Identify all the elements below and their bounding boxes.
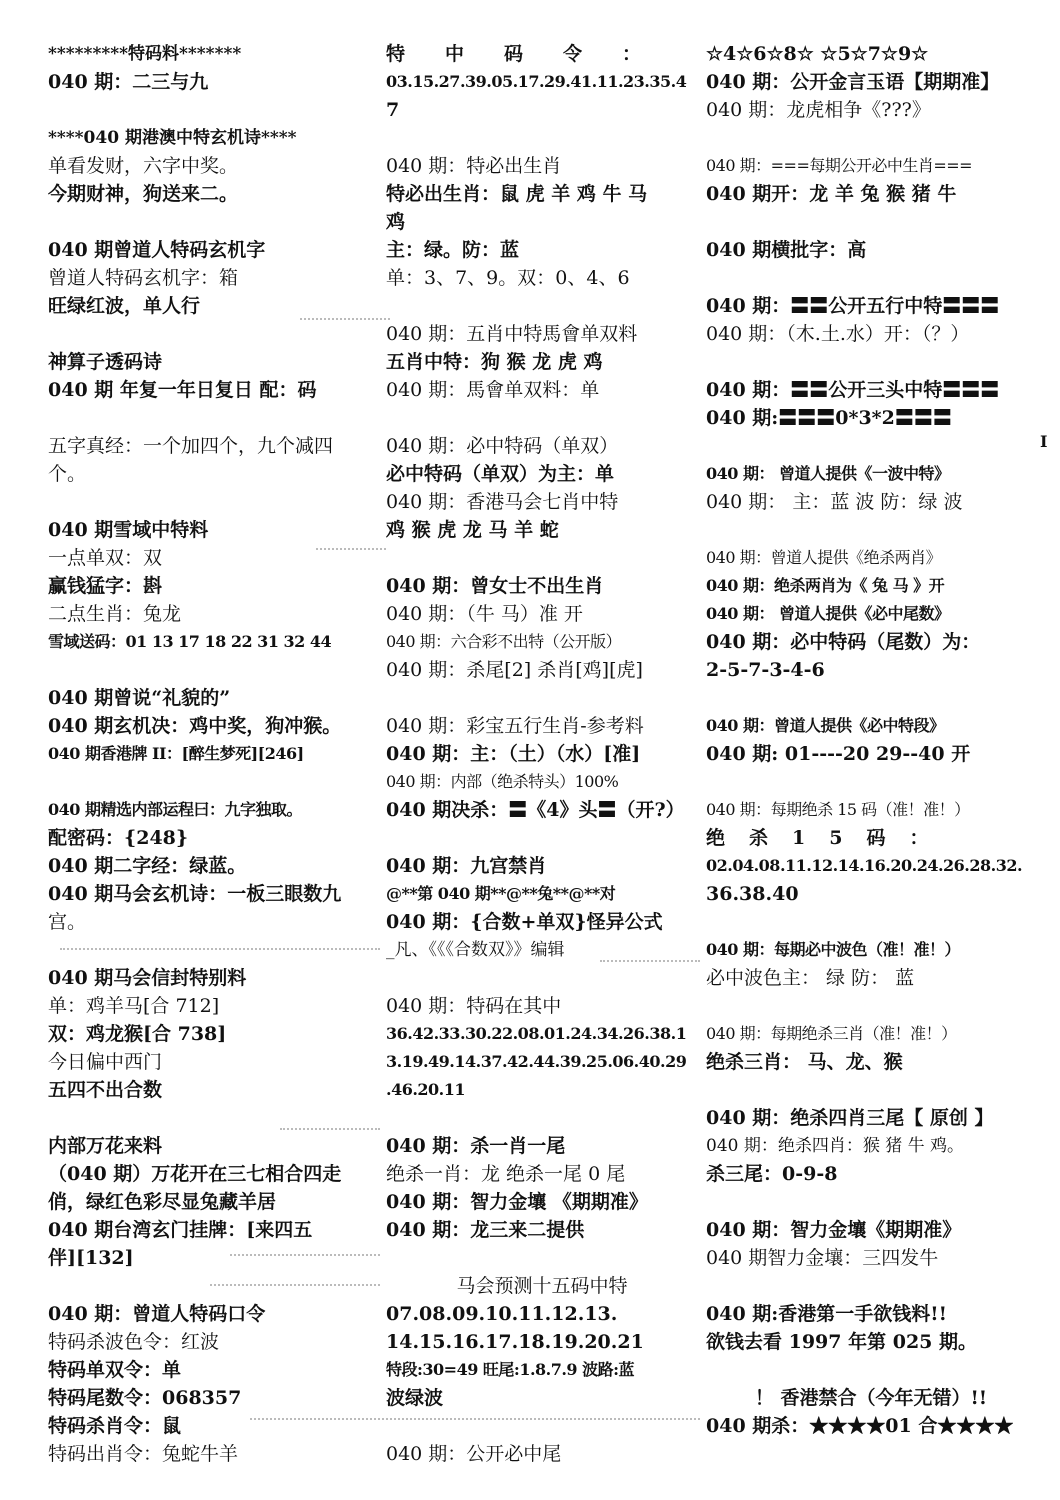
text-line: 特码出肖令：兔蛇牛羊 (48, 1443, 239, 1465)
section-title: 内部万花来料 (48, 1135, 163, 1157)
text-line: _凡、《《《合数双》》编辑 (386, 940, 565, 960)
number-line: 14.15.16.17.18.19.20.21 (386, 1331, 644, 1353)
column-middle (386, 40, 698, 1468)
text-line: 俏，绿红色彩尽显兔藏羊居 (48, 1191, 277, 1213)
text-line: 040 期：主：（土）（水）[准] (386, 743, 641, 765)
header-special-code: *********特码料******* (48, 44, 242, 64)
text-line: 040 期：绝杀四肖：猴 猪 牛 鸡。 (706, 1136, 965, 1156)
section-title: 040 期：彩宝五行生肖-参考料 (386, 715, 644, 737)
dotted-rule (316, 548, 386, 550)
section-title: 特中码令： (386, 43, 682, 65)
text-line: 040 期开：龙 羊 兔 猴 猪 牛 (706, 183, 957, 205)
text-line: 一点单双：双 (48, 547, 163, 569)
text-line: 040 期：香港马会七肖中特 (386, 491, 619, 513)
text-line: 040 期：二三与九 (48, 71, 209, 93)
text-line: 单：鸡羊马[合 712] (48, 995, 220, 1017)
section-title: 马会预测十五码中特 (456, 1275, 628, 1297)
text-line: 特码杀波色令：红波 (48, 1331, 220, 1353)
number-line: 36.38.40 (706, 883, 799, 905)
text-line: 绝杀一肖：龙 绝杀一尾 0 尾 (386, 1163, 626, 1185)
spacer (386, 1412, 698, 1440)
number-line: 07.08.09.10.11.12.13. (386, 1303, 618, 1325)
text-line: 040 期杀：★★★★01 合★★★★ (706, 1415, 1014, 1437)
spacer (386, 1244, 698, 1272)
spacer (386, 964, 698, 992)
text-line: 赢钱猛字：斟 (48, 575, 163, 597)
spacer (706, 124, 1036, 152)
text-line: 曾道人特码玄机字：箱 (48, 267, 239, 289)
text-line: 特段:30=49 旺尾:1.8.7.9 波路:蓝 (386, 1360, 635, 1379)
text-line: 绝杀15码： (706, 827, 953, 849)
spacer (386, 1104, 698, 1132)
text-line: 特码单双令：单 (48, 1359, 182, 1381)
section-title: 040 期：每期绝杀 15 码（准！准！） (706, 800, 970, 819)
spacer (48, 488, 380, 516)
spacer (386, 824, 698, 852)
text-line: 个。 (48, 463, 87, 485)
section-title: 040 期曾道人特码玄机字 (48, 239, 266, 261)
spacer (48, 936, 380, 964)
spacer (48, 96, 380, 124)
dotted-rule (300, 318, 390, 320)
text-line: 二点生肖：兔龙 (48, 603, 182, 625)
section-title: 040 期：曾道人提供《绝杀两肖》 (706, 548, 942, 567)
section-title: ！ 香港禁合（今年无错）!! (754, 1387, 988, 1409)
section-title: 040 期：特必出生肖 (386, 155, 562, 177)
text-line: 配密码：{248} (48, 827, 189, 849)
text-line: 040 期：六合彩不出特（公开版） (386, 632, 622, 651)
section-title: 040 期：===每期公开必中生肖=== (706, 156, 973, 175)
text-line: 040 期：龙虎相争《???》 (706, 99, 931, 121)
text-line: 040 期:〓〓〓0*3*2〓〓〓 (706, 407, 952, 429)
section-title: 040 期：曾女士不出生肖 (386, 575, 604, 597)
section-title: 040 期马会信封特别料 (48, 967, 247, 989)
star-header: ☆4☆6☆8☆ ☆5☆7☆9☆ (706, 43, 929, 65)
section-title: 040 期： 曾道人提供《一波中特》 (706, 464, 950, 483)
section-title: 040 期：〓〓公开三头中特〓〓〓 (706, 379, 1000, 401)
text-line: 绝杀三肖： 马、龙、猴 (706, 1051, 903, 1073)
text-line: 040 期：（牛 马）准 开 (386, 603, 583, 625)
text-line: 040 期：（木.土.水）开：（？） (706, 323, 970, 345)
section-title: 040 期：五肖中特馬會单双料 (386, 323, 638, 345)
text-line: 必中特码（单双）为主：单 (386, 463, 615, 485)
section-title: 040 期雪域中特料 (48, 519, 209, 541)
text-line: 040 期玄机决：鸡中奖，狗冲猴。 (48, 715, 342, 737)
dotted-rule (280, 1128, 380, 1130)
column-right (706, 40, 1036, 1440)
text-line: 040 期：绝杀两肖为《 兔 马 》开 (706, 576, 945, 595)
spacer (386, 404, 698, 432)
section-title: 神算子透码诗 (48, 351, 163, 373)
text-line: 杀三尾：0-9-8 (706, 1163, 838, 1185)
section-title: 040 期：曾道人特码口令 (48, 1303, 266, 1325)
text-line: 双：鸡龙猴[合 738] (48, 1023, 227, 1045)
text-line: 040 期台湾玄门挂牌：[来四五 (48, 1219, 313, 1241)
edge-mark: I (1040, 432, 1048, 451)
text-line: 单：3、7、9。双：0、4、6 (386, 267, 630, 289)
text-line: 今期财神，狗送来二。 (48, 183, 239, 205)
number-line: 3.19.49.14.37.42.44.39.25.06.40.29 (386, 1052, 687, 1071)
text-line: 鸡 (386, 211, 406, 233)
text-line: 040 期：馬會单双料：单 (386, 379, 600, 401)
text-line: 040 期决杀：〓《4》头〓（开?） (386, 799, 685, 821)
text-line: 旺绿红波，单人行 (48, 295, 201, 317)
text-line: 040 期：智力金壤 《期期准》 (386, 1191, 648, 1213)
spacer (386, 684, 698, 712)
dotted-rule (230, 1254, 380, 1256)
text-line: 五四不出合数 (48, 1079, 163, 1101)
text-line: 主：绿。防：蓝 (386, 239, 520, 261)
spacer (48, 208, 380, 236)
spacer (706, 516, 1036, 544)
number-line: 7 (386, 99, 400, 121)
text-line: @**第 040 期**@**兔**@**对 (386, 884, 616, 903)
spacer (706, 684, 1036, 712)
section-title: 040 期：曾道人提供《必中特段》 (706, 716, 945, 735)
dotted-rule (60, 948, 380, 950)
text-line: 040 期：杀尾[2] 杀肖[鸡][虎] (386, 659, 643, 681)
text-line: 040 期 年复一年日复日 配：码 (48, 379, 317, 401)
text-line: （040 期）万花开在三七相合四走 (48, 1163, 342, 1185)
spacer (706, 264, 1036, 292)
spacer (706, 208, 1036, 236)
section-title: 040 期曾说“礼貌的” (48, 687, 231, 709)
spacer (48, 656, 380, 684)
section-title: 040 期:香港第一手欲钱料!! (706, 1303, 947, 1325)
text-line: 040 期香港牌 II：[醉生梦死][246] (48, 744, 304, 763)
spacer (706, 348, 1036, 376)
spacer (386, 292, 698, 320)
section-title: 040 期：每期必中波色（准！准！） (706, 940, 960, 959)
text-line: 鸡 猴 虎 龙 马 羊 蛇 (386, 519, 559, 541)
text-line: 040 期: 01----20 29--40 开 (706, 743, 971, 765)
text-line: 040 期：公开金言玉语【期期准】 (706, 71, 1000, 93)
spacer (386, 124, 698, 152)
section-title: 040 期：九宫禁肖 (386, 855, 547, 877)
text-line: 040 期：{合数+单双}怪异公式 (386, 911, 663, 933)
section-title: 040 期：〓〓公开五行中特〓〓〓 (706, 295, 1000, 317)
spacer (48, 320, 380, 348)
text-line: 040 期：内部（绝杀特头）100% (386, 772, 619, 791)
spacer (48, 768, 380, 796)
text-line: 必中波色主： 绿 防： 蓝 (706, 967, 915, 989)
spacer (706, 992, 1036, 1020)
text-line: 040 期：龙三来二提供 (386, 1219, 585, 1241)
text-line: 伴][132] (48, 1247, 134, 1269)
spacer (48, 404, 380, 432)
text-line: 040 期马会玄机诗：一板三眼数九 (48, 883, 342, 905)
text-line: 040 期二字经：绿蓝。 (48, 855, 247, 877)
section-title: 040 期：杀一肖一尾 (386, 1135, 566, 1157)
text-line: 040 期横批字：高 (706, 239, 867, 261)
section-title: ****040 期港澳中特玄机诗**** (48, 128, 297, 148)
spacer (48, 1272, 380, 1300)
text-line: 五肖中特：狗 猴 龙 虎 鸡 (386, 351, 603, 373)
dotted-rule (250, 1418, 700, 1420)
text-line: 波绿波 (386, 1387, 444, 1409)
text-line: 特码杀肖令：鼠 (48, 1415, 182, 1437)
spacer (706, 1356, 1036, 1384)
section-title: 040 期：必中特码（单双） (386, 435, 619, 457)
text-line: 2-5-7-3-4-6 (706, 659, 825, 681)
spacer (706, 1188, 1036, 1216)
number-line: 36.42.33.30.22.08.01.24.34.26.38.1 (386, 1024, 687, 1043)
text-line: 雪域送码：01 13 17 18 22 31 32 44 (48, 632, 332, 651)
text-line: 040 期精选内部运程曰：九字独取。 (48, 800, 302, 819)
spacer (386, 544, 698, 572)
spacer (706, 432, 1036, 460)
section-title: 040 期：特码在其中 (386, 995, 562, 1017)
text-line: 今日偏中西门 (48, 1051, 163, 1073)
text-line: 宫。 (48, 911, 87, 933)
number-line: .46.20.11 (386, 1080, 466, 1099)
spacer (706, 768, 1036, 796)
text-line: 单看发财，六字中奖。 (48, 155, 239, 177)
section-title: 040 期： 曾道人提供《必中尾数》 (706, 604, 950, 623)
text-line: 040 期： 主：蓝 波 防：绿 波 (706, 491, 963, 513)
dotted-rule (600, 960, 700, 962)
number-line: 03.15.27.39.05.17.29.41.11.23.35.4 (386, 72, 687, 91)
section-title: 040 期：智力金壤《期期准》 (706, 1219, 962, 1241)
dotted-rule (210, 1284, 380, 1286)
section-title: 040 期：每期绝杀三肖（准！准！） (706, 1024, 957, 1043)
section-title: 040 期：公开必中尾 (386, 1443, 562, 1465)
spacer (706, 908, 1036, 936)
section-title: 040 期：绝杀四肖三尾【 原创 】 (706, 1107, 994, 1129)
text-line: 040 期智力金壤：三四发牛 (706, 1247, 939, 1269)
text-line: 特码尾数令：068357 (48, 1387, 242, 1409)
text-line: 040 期：必中特码（尾数）为： (706, 631, 981, 653)
text-line: 五字真经：一个加四个，九个减四 (48, 435, 334, 457)
number-line: 02.04.08.11.12.14.16.20.24.26.28.32. (706, 856, 1023, 875)
spacer (706, 1272, 1036, 1300)
spacer (706, 1076, 1036, 1104)
text-line: 特必出生肖：鼠 虎 羊 鸡 牛 马 (386, 183, 648, 205)
text-line: 欲钱去看 1997 年第 025 期。 (706, 1331, 978, 1353)
